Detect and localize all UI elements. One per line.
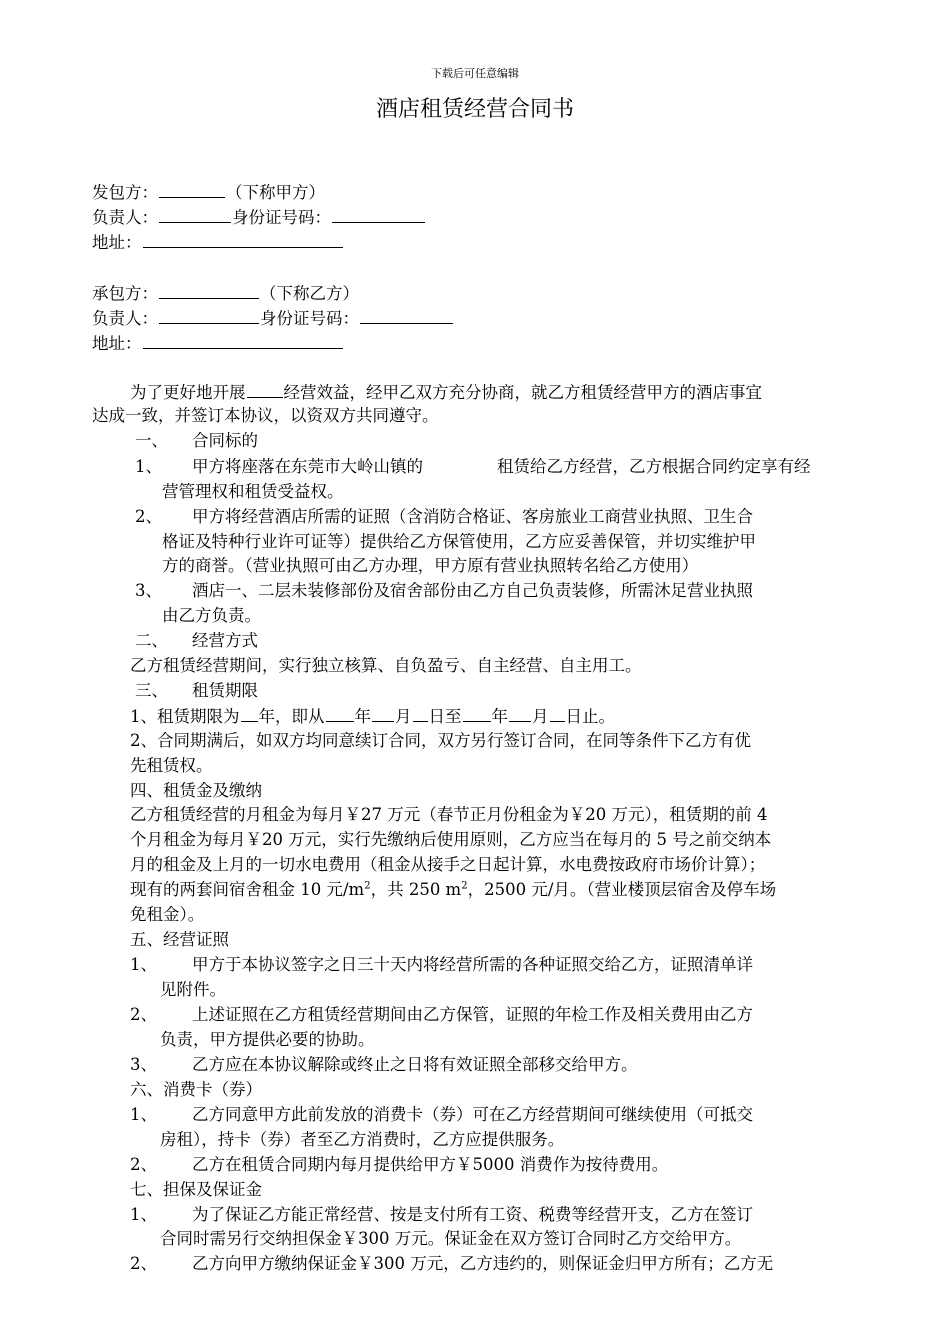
s5-item1-line2: 见附件。 [160, 980, 226, 999]
s2-heading-num: 二、 [135, 631, 168, 650]
s7-heading: 七、担保及保证金 [130, 1180, 262, 1199]
s1-item3-num: 3、 [135, 581, 162, 600]
s4-line1: 乙方租赁经营的月租金为每月￥27 万元（春节正月份租金为￥20 万元），租赁期的前 4 [130, 805, 768, 824]
s4-sup-1: 2 [364, 880, 371, 892]
s1-item1-line1b: 租赁给乙方经营，乙方根据合同约定享有经 [497, 457, 811, 476]
s4-line3: 月的租金及上月的一切水电费用（租金从接手之日起计算，水电费按政府市场价计算）； [130, 855, 766, 874]
s4-line4-b: ，共 250 m [370, 880, 462, 899]
s3-to-label: 日至 [428, 707, 462, 726]
s4-line4 [130, 879, 776, 901]
s3-start-day-blank[interactable] [413, 705, 428, 722]
s6-item2-num: 2、 [130, 1155, 157, 1174]
s3-start-year-blank[interactable] [326, 705, 354, 722]
intro-blank[interactable] [247, 381, 283, 398]
s4-line5: 免租金）。 [130, 905, 205, 924]
s3-from-label: 年，即从 [258, 707, 325, 726]
s7-item1-num: 1、 [130, 1205, 157, 1224]
s1-item3-line1: 酒店一、二层未装修部份及宿舍部份由乙方自己负责装修，所需沐足营业执照 [192, 581, 753, 600]
party-a-suffix: （下称甲方） [226, 183, 325, 202]
party-b-id-blank[interactable] [360, 307, 453, 324]
s6-item1-line1: 乙方同意甲方此前发放的消费卡（券）可在乙方经营期间可继续使用（可抵交 [192, 1105, 753, 1124]
header-note: 下载后可任意编辑 [431, 67, 519, 80]
party-a-id-label: 身份证号码： [232, 208, 331, 227]
party-b-id-label: 身份证号码： [260, 309, 359, 328]
s4-heading: 四、租赁金及缴纳 [130, 781, 262, 800]
s3-heading-num: 三、 [135, 681, 168, 700]
s1-item1-num: 1、 [135, 457, 162, 476]
party-b-address-blank[interactable] [143, 332, 343, 349]
s4-sup-2: 2 [461, 880, 468, 892]
s6-item1-line2: 房租），持卡（券）者至乙方消费时，乙方应提供服务。 [160, 1130, 565, 1149]
s1-item1-line1a: 甲方将座落在东莞市大岭山镇的 [192, 457, 423, 476]
s3-end-month-label: 月 [532, 707, 549, 726]
s2-heading: 经营方式 [192, 631, 258, 650]
s3-start-month-blank[interactable] [372, 705, 394, 722]
s6-item2-line1: 乙方在租赁合同期内每月提供给甲方￥5000 消费作为按待费用。 [192, 1155, 669, 1174]
s7-item2-num: 2、 [130, 1254, 157, 1273]
s1-heading-num: 一、 [135, 431, 168, 450]
party-a-line [92, 181, 325, 204]
party-b-person-label: 负责人： [92, 309, 158, 328]
intro-line-2: 达成一致，并签订本协议，以资双方共同遵守。 [92, 406, 439, 425]
s5-item2-line1: 上述证照在乙方租赁经营期间由乙方保管，证照的年检工作及相关费用由乙方 [192, 1005, 753, 1024]
s1-item3-line2: 由乙方负责。 [162, 606, 261, 625]
s3-term-label: 1、租赁期限为 [130, 707, 240, 726]
s5-item2-num: 2、 [130, 1005, 157, 1024]
s7-item1-line2: 合同时需另行交纳担保金￥300 万元。保证金在双方签订合同时乙方交给甲方。 [160, 1229, 742, 1248]
intro-text-b: 经营效益，经甲乙双方充分协商，就乙方租赁经营甲方的酒店事宜 [283, 383, 762, 402]
s5-item1-line1: 甲方于本协议签字之日三十天内将经营所需的各种证照交给乙方，证照清单详 [192, 955, 753, 974]
party-b-label: 承包方： [92, 284, 158, 303]
s4-line2: 个月租金为每月￥20 万元，实行先缴纳后使用原则，乙方应当在每月的 5 号之前交纳本 [130, 830, 772, 849]
s3-year-label: 年 [354, 707, 371, 726]
s3-heading: 租赁期限 [192, 681, 258, 700]
party-a-person-blank[interactable] [159, 206, 231, 223]
s5-item2-line2: 负责，甲方提供必要的协助。 [160, 1030, 375, 1049]
s7-item2-line1: 乙方向甲方缴纳保证金￥300 万元，乙方违约的，则保证金归甲方所有；乙方无 [192, 1254, 774, 1273]
party-b-name-blank[interactable] [159, 282, 259, 299]
s1-item2-line2: 格证及特种行业许可证等）提供给乙方保管使用，乙方应妥善保管，并切实维护甲 [162, 532, 756, 551]
party-b-person-line [92, 307, 454, 330]
party-a-id-blank[interactable] [332, 206, 425, 223]
s5-heading: 五、经营证照 [130, 930, 229, 949]
s5-item3-line1: 乙方应在本协议解除或终止之日将有效证照全部移交给甲方。 [192, 1055, 638, 1074]
s1-item1-line2: 营管理权和租赁受益权。 [162, 482, 344, 501]
s7-item1-line1: 为了保证乙方能正常经营、按是支付所有工资、税费等经营开支，乙方在签订 [192, 1205, 753, 1224]
party-b-line [92, 282, 359, 305]
party-a-address-label: 地址： [92, 233, 142, 252]
s5-item1-num: 1、 [130, 955, 157, 974]
party-b-person-blank[interactable] [159, 307, 259, 324]
party-a-label: 发包方： [92, 183, 158, 202]
s3-end-year-blank[interactable] [463, 705, 491, 722]
s4-line4-c: ，2500 元/月。（营业楼顶层宿舍及停车场 [467, 880, 777, 899]
s3-month-label: 月 [395, 707, 412, 726]
party-b-address-line [92, 332, 344, 355]
s5-item3-num: 3、 [130, 1055, 157, 1074]
s1-item2-line3: 方的商誉。（营业执照可由乙方办理，甲方原有营业执照转名给乙方使用） [162, 556, 699, 575]
s1-item2-line1: 甲方将经营酒店所需的证照（含消防合格证、客房旅业工商营业执照、卫生合 [192, 507, 753, 526]
intro-line-1 [130, 381, 762, 404]
s6-heading: 六、消费卡（券） [130, 1080, 262, 1099]
document-title: 酒店租赁经营合同书 [375, 97, 574, 122]
party-a-name-blank[interactable] [159, 181, 225, 198]
s3-end-year-label: 年 [491, 707, 508, 726]
s2-text: 乙方租赁经营期间，实行独立核算、自负盈亏、自主经营、自主用工。 [130, 656, 642, 675]
party-a-person-label: 负责人： [92, 208, 158, 227]
s3-line1 [130, 705, 615, 728]
s3-line3: 先租赁权。 [130, 756, 213, 775]
s4-line4-a: 现有的两套间宿舍租金 10 元/m [130, 880, 365, 899]
s3-line2: 2、合同期满后，如双方均同意续订合同，双方另行签订合同，在同等条件下乙方有优 [130, 731, 751, 750]
s6-item1-num: 1、 [130, 1105, 157, 1124]
s3-years-blank[interactable] [241, 705, 258, 722]
intro-text-a: 为了更好地开展 [130, 383, 246, 402]
party-a-person-line [92, 206, 426, 229]
s1-heading: 合同标的 [192, 431, 258, 450]
s3-end-month-blank[interactable] [509, 705, 531, 722]
party-a-address-blank[interactable] [143, 231, 343, 248]
s1-item2-num: 2、 [135, 507, 162, 526]
party-b-suffix: （下称乙方） [260, 284, 359, 303]
s3-end-label: 日止。 [565, 707, 615, 726]
party-b-address-label: 地址： [92, 334, 142, 353]
s3-end-day-blank[interactable] [550, 705, 565, 722]
party-a-address-line [92, 231, 344, 254]
